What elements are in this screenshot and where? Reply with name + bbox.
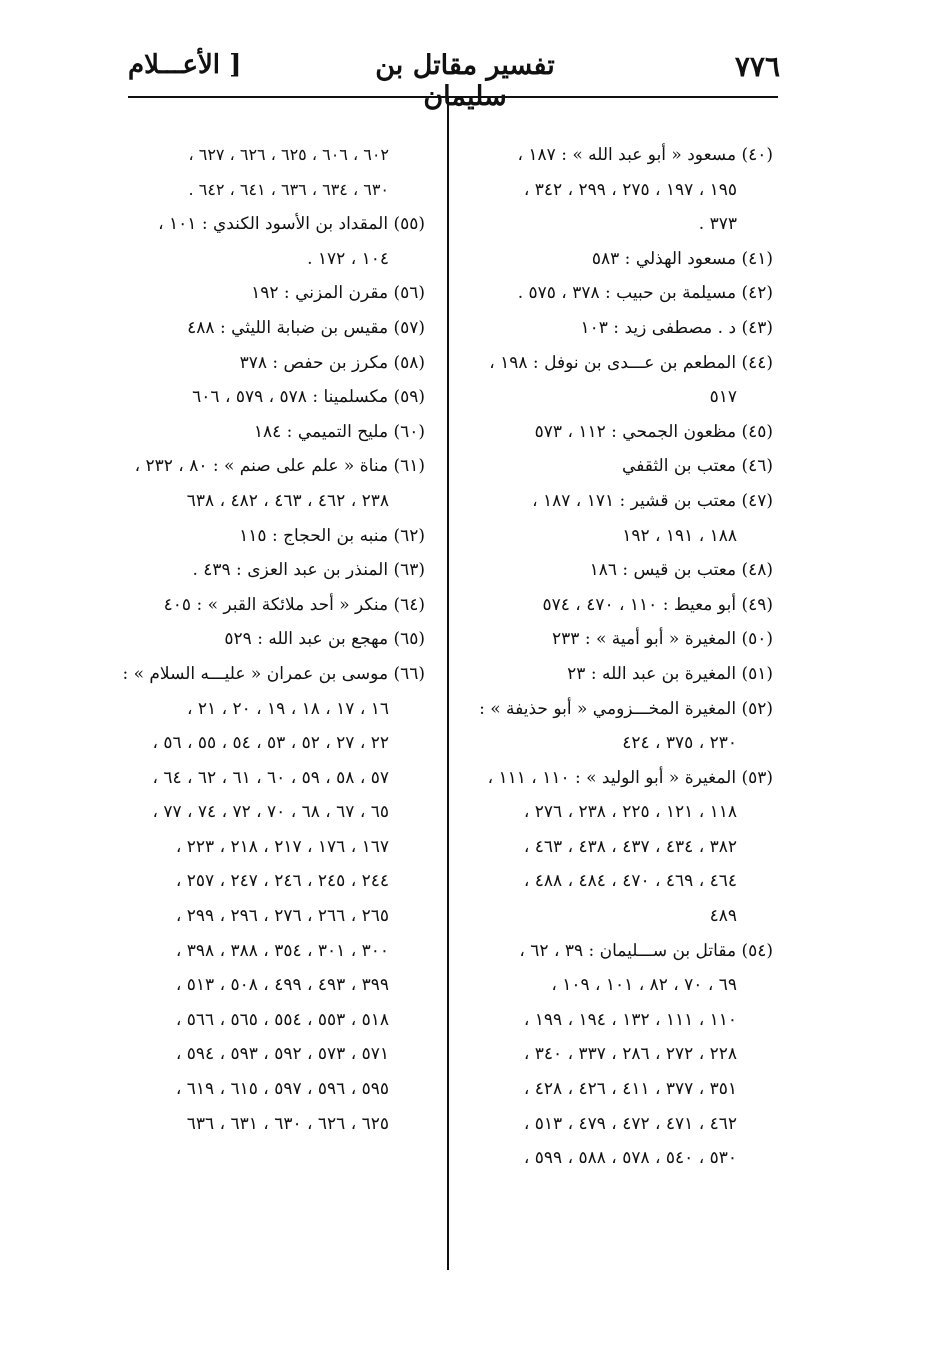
index-entry xyxy=(120,657,425,1141)
left-column-continuation xyxy=(120,138,425,207)
entry-page-refs: ٤٦٢ ، ٤٧١ ، ٤٧٢ ، ٤٧٩ ، ٥١٣ ، xyxy=(523,1113,737,1134)
entry-heading-line: (٦٠) مليح التميمي : ١٨٤ xyxy=(253,421,425,442)
index-entry xyxy=(120,276,425,311)
entry-page-refs: ١٦ ، ١٧ ، ١٨ ، ١٩ ، ٢٠ ، ٢١ ، xyxy=(187,698,389,719)
entry-heading-line: (٤٠) مسعود « أبو عبد الله » : ١٨٧ ، xyxy=(517,145,773,165)
entry-page-refs: ٢٢٨ ، ٢٧٢ ، ٢٨٦ ، ٣٣٧ ، ٣٤٠ ، xyxy=(523,1044,737,1065)
entry-page-refs: ١٩٥ ، ١٩٧ ، ٢٧٥ ، ٢٩٩ ، ٣٤٢ ، xyxy=(523,179,737,200)
entry-heading-line: (٦٦) موسى بن عمران « عليـــه السلام » : xyxy=(122,663,425,684)
entry-heading-line: (٥٥) المقداد بن الأسود الكندي : ١٠١ ، xyxy=(158,214,425,235)
entry-heading-line: (٤٦) معتب بن الثقفي xyxy=(622,456,773,477)
index-entry xyxy=(120,415,425,450)
entry-page-refs: ٤٨٩ xyxy=(709,906,737,927)
entry-page-refs: ١٦٧ ، ١٧٦ ، ٢١٧ ، ٢١٨ ، ٢٢٣ ، xyxy=(175,836,389,857)
entry-heading-line: (٥٣) المغيرة « أبو الوليد » : ١١٠ ، ١١١ ، xyxy=(487,767,773,788)
index-entry xyxy=(468,415,773,450)
right-column xyxy=(468,138,773,1176)
entry-heading-line: (٥٩) مكسلمينا : ٥٧٨ ، ٥٧٩ ، ٦٠٦ xyxy=(192,387,425,408)
entry-page-refs: ٢٣٨ ، ٤٦٢ ، ٤٦٣ ، ٤٨٢ ، ٦٣٨ xyxy=(186,490,389,511)
index-entry xyxy=(120,449,425,518)
entry-page-refs: ١١٠ ، ١١١ ، ١٣٢ ، ١٩٤ ، ١٩٩ ، xyxy=(523,1009,737,1030)
index-entry xyxy=(468,484,773,553)
entry-heading-line: (٦٥) مهجع بن عبد الله : ٥٢٩ xyxy=(224,629,425,650)
page-number: ٧٧٦ xyxy=(734,50,780,83)
entry-page-refs: ٣٠٠ ، ٣٠١ ، ٣٥٤ ، ٣٨٨ ، ٣٩٨ ، xyxy=(175,940,389,961)
index-entry xyxy=(468,934,773,1176)
entry-page-refs: ٣٩٩ ، ٤٩٣ ، ٤٩٩ ، ٥٠٨ ، ٥١٣ ، xyxy=(175,975,389,996)
index-entry xyxy=(468,311,773,346)
entry-heading-line: (٥٠) المغيرة « أبو أمية » : ٢٣٣ xyxy=(552,629,773,650)
page-header xyxy=(120,50,780,112)
book-title: تفسير مقاتل بن سليمان xyxy=(375,50,555,112)
index-entry xyxy=(120,588,425,623)
continued-page-refs: ٦٠٢ ، ٦٠٦ ، ٦٢٥ ، ٦٢٦ ، ٦٢٧ ، xyxy=(188,145,389,164)
index-entry xyxy=(468,588,773,623)
index-entry xyxy=(468,138,773,242)
entry-page-refs: ٥٩٥ ، ٥٩٦ ، ٥٩٧ ، ٦١٥ ، ٦١٩ ، xyxy=(175,1079,389,1100)
entry-page-refs: ٣٨٢ ، ٤٣٤ ، ٤٣٧ ، ٤٣٨ ، ٤٦٣ ، xyxy=(523,836,737,857)
entry-page-refs: ١١٨ ، ١٢١ ، ٢٢٥ ، ٢٣٨ ، ٢٧٦ ، xyxy=(523,802,737,823)
entry-heading-line: (٤٤) المطعم بن عـــدى بن نوفل : ١٩٨ ، xyxy=(489,352,773,373)
index-entry xyxy=(468,276,773,311)
entry-page-refs: ٢٤٤ ، ٢٤٥ ، ٢٤٦ ، ٢٤٧ ، ٢٥٧ ، xyxy=(175,871,389,892)
entry-page-refs: ٥٣٠ ، ٥٤٠ ، ٥٧٨ ، ٥٨٨ ، ٥٩٩ ، xyxy=(523,1148,737,1169)
index-entry xyxy=(120,519,425,554)
entry-page-refs: ٦٢٥ ، ٦٢٦ ، ٦٣٠ ، ٦٣١ ، ٦٣٦ xyxy=(186,1113,389,1134)
index-entry xyxy=(120,553,425,588)
entry-page-refs: ٢٣٠ ، ٣٧٥ ، ٤٢٤ xyxy=(622,733,737,754)
entry-heading-line: (٥١) المغيرة بن عبد الله : ٢٣ xyxy=(567,663,773,684)
entry-page-refs: ٥١٧ xyxy=(709,387,737,408)
section-title: [ الأعـــلام xyxy=(128,50,242,80)
entry-heading-line: (٥٧) مقيس بن ضبابة الليثي : ٤٨٨ xyxy=(187,317,425,338)
index-entry xyxy=(468,242,773,277)
entry-heading-line: (٤٩) أبو معيط : ١١٠ ، ٤٧٠ ، ٥٧٤ xyxy=(542,594,773,615)
entry-heading-line: (٤٥) مظعون الجمحي : ١١٢ ، ٥٧٣ xyxy=(534,421,773,442)
index-entry xyxy=(120,346,425,381)
entry-heading-line: (٦٢) منبه بن الحجاج : ١١٥ xyxy=(239,525,425,546)
entry-page-refs: ١٠٤ ، ١٧٢ . xyxy=(307,248,389,269)
entry-page-refs: ٦٩ ، ٧٠ ، ٨٢ ، ١٠١ ، ١٠٩ ، xyxy=(551,975,737,996)
entry-heading-line: (٦١) مناة « علم على صنم » : ٨٠ ، ٢٣٢ ، xyxy=(134,456,425,477)
entry-heading-line: (٦٤) منكر « أحد ملائكة القبر » : ٤٠٥ xyxy=(163,594,425,615)
entry-heading-line: (٤٢) مسيلمة بن حبيب : ٣٧٨ ، ٥٧٥ . xyxy=(517,283,773,304)
index-entry xyxy=(468,346,773,415)
index-entry xyxy=(468,657,773,692)
entry-page-refs: ٤٦٤ ، ٤٦٩ ، ٤٧٠ ، ٤٨٤ ، ٤٨٨ ، xyxy=(523,871,737,892)
entry-heading-line: (٦٣) المنذر بن عبد العزى : ٤٣٩ . xyxy=(192,560,425,581)
entry-page-refs: ٥١٨ ، ٥٥٣ ، ٥٥٤ ، ٥٦٥ ، ٥٦٦ ، xyxy=(175,1009,389,1030)
entry-heading-line: (٥٨) مكرز بن حفص : ٣٧٨ xyxy=(239,352,425,373)
entry-heading-line: (٤٣) د . مصطفى زيد : ١٠٣ xyxy=(580,317,773,338)
entry-page-refs: ٦٥ ، ٦٧ ، ٦٨ ، ٧٠ ، ٧٢ ، ٧٤ ، ٧٧ ، xyxy=(152,802,389,823)
entry-heading-line: (٤٧) معتب بن قشير : ١٧١ ، ١٨٧ ، xyxy=(532,490,773,511)
entry-page-refs: ٢٦٥ ، ٢٦٦ ، ٢٧٦ ، ٢٩٦ ، ٢٩٩ ، xyxy=(175,906,389,927)
entry-page-refs: ٣٥١ ، ٣٧٧ ، ٤١١ ، ٤٢٦ ، ٤٢٨ ، xyxy=(523,1079,737,1100)
entry-heading-line: (٥٦) مقرن المزني : ١٩٢ xyxy=(251,283,425,304)
entry-heading-line: (٥٤) مقاتل بن ســـليمان : ٣٩ ، ٦٢ ، xyxy=(519,940,773,961)
index-entry xyxy=(468,553,773,588)
index-entry xyxy=(468,449,773,484)
column-divider xyxy=(447,98,449,1270)
index-entry xyxy=(468,622,773,657)
entry-page-refs: ٥٧١ ، ٥٧٣ ، ٥٩٢ ، ٥٩٣ ، ٥٩٤ ، xyxy=(175,1044,389,1065)
entry-heading-line: (٥٢) المغيرة المخـــزومي « أبو حذيفة » : xyxy=(479,698,773,719)
entry-heading-line: (٤٨) معتب بن قيس : ١٨٦ xyxy=(589,560,773,581)
index-entry xyxy=(468,692,773,761)
index-entry xyxy=(120,380,425,415)
index-entry xyxy=(468,761,773,934)
entry-page-refs: ٢٢ ، ٢٧ ، ٥٢ ، ٥٣ ، ٥٤ ، ٥٥ ، ٥٦ ، xyxy=(152,733,389,754)
entry-heading-line: (٤١) مسعود الهذلي : ٥٨٣ xyxy=(591,248,773,269)
left-column xyxy=(120,138,425,1141)
left-column-entries xyxy=(120,207,425,1141)
continued-page-refs: ٦٣٠ ، ٦٣٤ ، ٦٣٦ ، ٦٤١ ، ٦٤٢ . xyxy=(188,179,389,199)
entry-page-refs: ٣٧٣ . xyxy=(698,214,737,235)
index-entry xyxy=(120,207,425,276)
entry-page-refs: ١٨٨ ، ١٩١ ، ١٩٢ xyxy=(622,525,737,546)
index-entry xyxy=(120,622,425,657)
entry-page-refs: ٥٧ ، ٥٨ ، ٥٩ ، ٦٠ ، ٦١ ، ٦٢ ، ٦٤ ، xyxy=(152,767,389,788)
index-entry xyxy=(120,311,425,346)
header-rule xyxy=(128,96,778,98)
